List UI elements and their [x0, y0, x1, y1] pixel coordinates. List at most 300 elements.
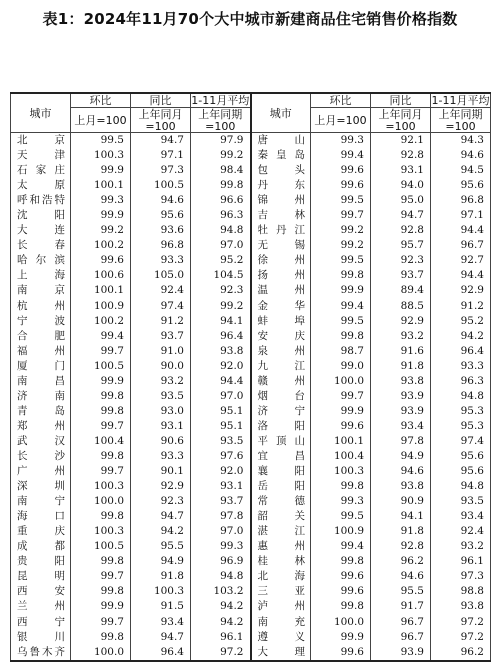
- avg-index-cell: 97.9: [191, 133, 251, 149]
- yoy-index-cell: 96.4: [131, 645, 191, 661]
- yoy-index-cell: 93.2: [131, 374, 191, 389]
- mom-index-cell: 100.5: [71, 359, 131, 374]
- yoy-index-cell: 96.7: [371, 615, 431, 630]
- yoy-index-cell: 91.5: [131, 599, 191, 614]
- avg-index-cell: 94.5: [431, 163, 491, 178]
- mom-index-cell: 99.9: [71, 208, 131, 223]
- avg-index-cell: 95.1: [191, 404, 251, 419]
- table-row: [11, 238, 491, 253]
- table-row: [11, 223, 491, 238]
- yoy-index-cell: 93.6: [131, 223, 191, 238]
- mom-index-cell: 99.7: [311, 389, 371, 404]
- avg-index-cell: 93.5: [431, 494, 491, 509]
- yoy-index-cell: 92.8: [371, 148, 431, 163]
- city-name-cell: 青岛: [11, 404, 71, 419]
- yoy-index-cell: 90.6: [131, 434, 191, 449]
- avg-index-cell: 97.3: [431, 569, 491, 584]
- yoy-index-cell: 91.0: [131, 344, 191, 359]
- mom-index-cell: 99.7: [71, 464, 131, 479]
- table-row: [11, 449, 491, 464]
- table-row: [11, 178, 491, 193]
- mom-index-cell: 99.9: [71, 599, 131, 614]
- yoy-index-cell: 92.1: [371, 133, 431, 149]
- header-mom-base: 上月=100: [311, 108, 371, 133]
- avg-index-cell: 94.3: [431, 133, 491, 149]
- city-name-cell: 岳阳: [251, 479, 311, 494]
- avg-index-cell: 94.4: [191, 374, 251, 389]
- yoy-index-cell: 93.7: [371, 268, 431, 283]
- mom-index-cell: 99.4: [311, 148, 371, 163]
- yoy-index-cell: 93.1: [371, 163, 431, 178]
- mom-index-cell: 100.2: [71, 238, 131, 253]
- mom-index-cell: 99.2: [311, 238, 371, 253]
- yoy-index-cell: 97.1: [131, 148, 191, 163]
- yoy-index-cell: 92.4: [131, 283, 191, 298]
- yoy-index-cell: 94.9: [371, 449, 431, 464]
- avg-index-cell: 97.0: [191, 389, 251, 404]
- city-name-cell: 天津: [11, 148, 71, 163]
- mom-index-cell: 99.9: [311, 283, 371, 298]
- yoy-index-cell: 93.0: [131, 404, 191, 419]
- mom-index-cell: 99.7: [311, 208, 371, 223]
- avg-index-cell: 95.3: [431, 419, 491, 434]
- yoy-index-cell: 88.5: [371, 299, 431, 314]
- city-name-cell: 北京: [11, 133, 71, 149]
- yoy-index-cell: 93.7: [131, 329, 191, 344]
- header-yoy: 同比: [131, 93, 191, 108]
- yoy-index-cell: 91.8: [371, 524, 431, 539]
- avg-index-cell: 92.4: [431, 524, 491, 539]
- mom-index-cell: 100.0: [71, 645, 131, 661]
- avg-index-cell: 92.0: [191, 359, 251, 374]
- yoy-index-cell: 94.7: [131, 630, 191, 645]
- city-name-cell: 韶关: [251, 509, 311, 524]
- avg-index-cell: 97.2: [431, 630, 491, 645]
- yoy-index-cell: 97.3: [131, 163, 191, 178]
- table-row: [11, 208, 491, 223]
- city-name-cell: 北海: [251, 569, 311, 584]
- header-mom: 环比: [71, 93, 131, 108]
- yoy-index-cell: 93.9: [371, 404, 431, 419]
- table-row: [11, 329, 491, 344]
- table-row: [11, 479, 491, 494]
- city-name-cell: 西安: [11, 584, 71, 599]
- mom-index-cell: 99.8: [71, 584, 131, 599]
- yoy-index-cell: 94.7: [131, 509, 191, 524]
- header-city: 城市: [251, 93, 311, 133]
- mom-index-cell: 99.8: [71, 630, 131, 645]
- avg-index-cell: 94.8: [191, 569, 251, 584]
- page-title: 表1：2024年11月70个大中城市新建商品住宅销售价格指数: [42, 10, 458, 28]
- mom-index-cell: 99.8: [311, 268, 371, 283]
- mom-index-cell: 98.7: [311, 344, 371, 359]
- yoy-index-cell: 95.6: [131, 208, 191, 223]
- city-name-cell: 杭州: [11, 299, 71, 314]
- city-name-cell: 吉林: [251, 208, 311, 223]
- city-name-cell: 温州: [251, 283, 311, 298]
- mom-index-cell: 99.8: [71, 389, 131, 404]
- yoy-index-cell: 105.0: [131, 268, 191, 283]
- yoy-index-cell: 94.7: [371, 208, 431, 223]
- mom-index-cell: 99.2: [311, 223, 371, 238]
- city-name-cell: 平顶山: [251, 434, 311, 449]
- yoy-index-cell: 93.9: [371, 389, 431, 404]
- city-name-cell: 昆明: [11, 569, 71, 584]
- yoy-index-cell: 94.9: [131, 554, 191, 569]
- avg-index-cell: 94.4: [431, 223, 491, 238]
- city-name-cell: 洛阳: [251, 419, 311, 434]
- city-name-cell: 金华: [251, 299, 311, 314]
- city-name-cell: 太原: [11, 178, 71, 193]
- table-row: [11, 569, 491, 584]
- mom-index-cell: 99.8: [71, 449, 131, 464]
- yoy-index-cell: 95.7: [371, 238, 431, 253]
- avg-index-cell: 96.6: [191, 193, 251, 208]
- avg-index-cell: 93.5: [191, 434, 251, 449]
- table-row: [11, 344, 491, 359]
- table-row: [11, 163, 491, 178]
- city-name-cell: 广州: [11, 464, 71, 479]
- avg-index-cell: 104.5: [191, 268, 251, 283]
- city-name-cell: 湛江: [251, 524, 311, 539]
- city-name-cell: 唐山: [251, 133, 311, 149]
- avg-index-cell: 93.3: [431, 359, 491, 374]
- city-name-cell: 大连: [11, 223, 71, 238]
- avg-index-cell: 98.4: [191, 163, 251, 178]
- mom-index-cell: 99.7: [71, 344, 131, 359]
- table-row: [11, 539, 491, 554]
- avg-index-cell: 93.2: [431, 539, 491, 554]
- mom-index-cell: 100.3: [71, 479, 131, 494]
- table-row: [11, 133, 491, 149]
- avg-index-cell: 94.6: [431, 148, 491, 163]
- avg-index-cell: 93.1: [191, 479, 251, 494]
- city-name-cell: 南宁: [11, 494, 71, 509]
- avg-index-cell: 95.2: [431, 314, 491, 329]
- mom-index-cell: 99.2: [71, 223, 131, 238]
- yoy-index-cell: 93.8: [371, 479, 431, 494]
- mom-index-cell: 99.8: [311, 479, 371, 494]
- mom-index-cell: 99.4: [311, 299, 371, 314]
- mom-index-cell: 99.7: [71, 419, 131, 434]
- city-name-cell: 重庆: [11, 524, 71, 539]
- mom-index-cell: 99.8: [71, 554, 131, 569]
- city-name-cell: 深圳: [11, 479, 71, 494]
- avg-index-cell: 93.4: [431, 509, 491, 524]
- mom-index-cell: 100.5: [71, 539, 131, 554]
- yoy-index-cell: 94.6: [371, 569, 431, 584]
- table-row: [11, 434, 491, 449]
- yoy-index-cell: 90.1: [131, 464, 191, 479]
- yoy-index-cell: 96.7: [371, 630, 431, 645]
- mom-index-cell: 99.8: [71, 509, 131, 524]
- city-name-cell: 南昌: [11, 374, 71, 389]
- mom-index-cell: 100.3: [71, 524, 131, 539]
- city-name-cell: 桂林: [251, 554, 311, 569]
- avg-index-cell: 94.8: [191, 223, 251, 238]
- avg-index-cell: 92.3: [191, 283, 251, 298]
- city-name-cell: 贵阳: [11, 554, 71, 569]
- avg-index-cell: 97.6: [191, 449, 251, 464]
- city-name-cell: 遵义: [251, 630, 311, 645]
- yoy-index-cell: 95.0: [371, 193, 431, 208]
- mom-index-cell: 99.8: [311, 554, 371, 569]
- city-name-cell: 南京: [11, 283, 71, 298]
- city-name-cell: 大理: [251, 645, 311, 661]
- city-name-cell: 海口: [11, 509, 71, 524]
- city-name-cell: 乌鲁木齐: [11, 645, 71, 661]
- mom-index-cell: 99.5: [311, 253, 371, 268]
- mom-index-cell: 99.6: [311, 163, 371, 178]
- table-header: [11, 93, 491, 133]
- avg-index-cell: 93.8: [191, 344, 251, 359]
- city-name-cell: 惠州: [251, 539, 311, 554]
- mom-index-cell: 99.8: [311, 329, 371, 344]
- yoy-index-cell: 95.5: [371, 584, 431, 599]
- mom-index-cell: 100.1: [311, 434, 371, 449]
- yoy-index-cell: 90.9: [371, 494, 431, 509]
- city-name-cell: 无锡: [251, 238, 311, 253]
- mom-index-cell: 99.0: [311, 359, 371, 374]
- avg-index-cell: 92.7: [431, 253, 491, 268]
- city-name-cell: 济宁: [251, 404, 311, 419]
- table-row: [11, 554, 491, 569]
- city-name-cell: 武汉: [11, 434, 71, 449]
- yoy-index-cell: 91.8: [371, 359, 431, 374]
- city-name-cell: 兰州: [11, 599, 71, 614]
- avg-index-cell: 97.2: [191, 645, 251, 661]
- city-name-cell: 烟台: [251, 389, 311, 404]
- mom-index-cell: 100.1: [71, 283, 131, 298]
- table-row: [11, 494, 491, 509]
- avg-index-cell: 94.4: [431, 268, 491, 283]
- avg-index-cell: 96.4: [191, 329, 251, 344]
- yoy-index-cell: 94.6: [371, 464, 431, 479]
- table-row: [11, 615, 491, 630]
- mom-index-cell: 99.3: [311, 133, 371, 149]
- mom-index-cell: 99.6: [311, 178, 371, 193]
- price-index-table: [10, 92, 491, 662]
- header-yoy: 同比: [371, 93, 431, 108]
- table-row: [11, 645, 491, 661]
- header-mom: 环比: [311, 93, 371, 108]
- yoy-index-cell: 92.3: [131, 494, 191, 509]
- avg-index-cell: 96.9: [191, 554, 251, 569]
- avg-index-cell: 96.3: [431, 374, 491, 389]
- header-avg-base-1: 上年同期: [191, 108, 251, 121]
- city-name-cell: 银川: [11, 630, 71, 645]
- mom-index-cell: 99.6: [311, 419, 371, 434]
- avg-index-cell: 96.1: [191, 630, 251, 645]
- avg-index-cell: 95.3: [431, 404, 491, 419]
- mom-index-cell: 99.5: [311, 314, 371, 329]
- table-row: [11, 584, 491, 599]
- yoy-index-cell: 92.8: [371, 223, 431, 238]
- avg-index-cell: 95.6: [431, 449, 491, 464]
- city-name-cell: 合肥: [11, 329, 71, 344]
- avg-index-cell: 95.2: [191, 253, 251, 268]
- yoy-index-cell: 91.2: [131, 314, 191, 329]
- avg-index-cell: 96.3: [191, 208, 251, 223]
- avg-index-cell: 96.8: [431, 193, 491, 208]
- yoy-index-cell: 94.6: [131, 193, 191, 208]
- yoy-index-cell: 92.9: [131, 479, 191, 494]
- table-row: [11, 359, 491, 374]
- city-name-cell: 哈尔滨: [11, 253, 71, 268]
- avg-index-cell: 97.4: [431, 434, 491, 449]
- yoy-index-cell: 94.1: [371, 509, 431, 524]
- table-row: [11, 404, 491, 419]
- yoy-index-cell: 97.8: [371, 434, 431, 449]
- yoy-index-cell: 91.6: [371, 344, 431, 359]
- yoy-index-cell: 92.9: [371, 314, 431, 329]
- mom-index-cell: 99.3: [311, 494, 371, 509]
- city-name-cell: 郑州: [11, 419, 71, 434]
- header-mom-base: 上月=100: [71, 108, 131, 133]
- yoy-index-cell: 90.0: [131, 359, 191, 374]
- table-row: [11, 253, 491, 268]
- table-row: [11, 193, 491, 208]
- yoy-index-cell: 94.0: [371, 178, 431, 193]
- avg-index-cell: 94.2: [191, 615, 251, 630]
- mom-index-cell: 99.6: [311, 645, 371, 661]
- city-name-cell: 秦皇岛: [251, 148, 311, 163]
- yoy-index-cell: 100.5: [131, 178, 191, 193]
- table-row: [11, 374, 491, 389]
- mom-index-cell: 100.9: [71, 299, 131, 314]
- avg-index-cell: 92.0: [191, 464, 251, 479]
- city-name-cell: 安庆: [251, 329, 311, 344]
- city-name-cell: 呼和浩特: [11, 193, 71, 208]
- city-name-cell: 包头: [251, 163, 311, 178]
- mom-index-cell: 100.3: [311, 464, 371, 479]
- mom-index-cell: 100.3: [71, 148, 131, 163]
- city-name-cell: 福州: [11, 344, 71, 359]
- mom-index-cell: 99.7: [71, 615, 131, 630]
- table-row: [11, 524, 491, 539]
- avg-index-cell: 98.8: [431, 584, 491, 599]
- avg-index-cell: 96.1: [431, 554, 491, 569]
- avg-index-cell: 99.3: [191, 539, 251, 554]
- yoy-index-cell: 96.8: [131, 238, 191, 253]
- yoy-index-cell: 94.7: [131, 133, 191, 149]
- header-yoy-base-2: =100: [371, 120, 431, 133]
- city-name-cell: 襄阳: [251, 464, 311, 479]
- mom-index-cell: 100.4: [71, 434, 131, 449]
- table-body: [11, 133, 491, 661]
- yoy-index-cell: 93.3: [131, 449, 191, 464]
- mom-index-cell: 99.3: [71, 193, 131, 208]
- mom-index-cell: 99.4: [71, 329, 131, 344]
- mom-index-cell: 100.6: [71, 268, 131, 283]
- city-name-cell: 长沙: [11, 449, 71, 464]
- avg-index-cell: 96.4: [431, 344, 491, 359]
- yoy-index-cell: 89.4: [371, 283, 431, 298]
- city-name-cell: 三亚: [251, 584, 311, 599]
- mom-index-cell: 100.9: [311, 524, 371, 539]
- city-name-cell: 牡丹江: [251, 223, 311, 238]
- city-name-cell: 沈阳: [11, 208, 71, 223]
- city-name-cell: 泉州: [251, 344, 311, 359]
- avg-index-cell: 96.7: [431, 238, 491, 253]
- avg-index-cell: 95.6: [431, 464, 491, 479]
- yoy-index-cell: 93.3: [131, 253, 191, 268]
- avg-index-cell: 99.2: [191, 299, 251, 314]
- city-name-cell: 西宁: [11, 615, 71, 630]
- header-yoy-base-1: 上年同月: [371, 108, 431, 121]
- avg-index-cell: 96.2: [431, 645, 491, 661]
- mom-index-cell: 99.6: [311, 584, 371, 599]
- mom-index-cell: 100.4: [311, 449, 371, 464]
- header-avg: 1-11月平均: [431, 94, 490, 107]
- header-avg-base-2: =100: [191, 120, 251, 133]
- table-row: [11, 599, 491, 614]
- avg-index-cell: 94.8: [431, 479, 491, 494]
- avg-index-cell: 97.2: [431, 615, 491, 630]
- mom-index-cell: 99.5: [311, 509, 371, 524]
- city-name-cell: 赣州: [251, 374, 311, 389]
- table-row: [11, 268, 491, 283]
- mom-index-cell: 99.9: [71, 374, 131, 389]
- city-name-cell: 厦门: [11, 359, 71, 374]
- yoy-index-cell: 93.4: [371, 419, 431, 434]
- avg-index-cell: 95.1: [191, 419, 251, 434]
- header-avg-base-1: 上年同期: [431, 108, 491, 121]
- avg-index-cell: 97.0: [191, 238, 251, 253]
- city-name-cell: 宁波: [11, 314, 71, 329]
- yoy-index-cell: 95.5: [131, 539, 191, 554]
- yoy-index-cell: 100.3: [131, 584, 191, 599]
- avg-index-cell: 97.8: [191, 509, 251, 524]
- mom-index-cell: 100.0: [311, 615, 371, 630]
- mom-index-cell: 99.5: [71, 133, 131, 149]
- avg-index-cell: 97.1: [431, 208, 491, 223]
- avg-index-cell: 93.7: [191, 494, 251, 509]
- city-name-cell: 长春: [11, 238, 71, 253]
- header-avg: 1-11月平均: [191, 94, 250, 107]
- table-row: [11, 419, 491, 434]
- mom-index-cell: 99.6: [71, 253, 131, 268]
- header-yoy-base-2: =100: [131, 120, 191, 133]
- yoy-index-cell: 93.1: [131, 419, 191, 434]
- city-name-cell: 丹东: [251, 178, 311, 193]
- header-yoy-base-1: 上年同月: [131, 108, 191, 121]
- header-city: 城市: [11, 93, 71, 133]
- mom-index-cell: 99.4: [311, 539, 371, 554]
- table-row: [11, 314, 491, 329]
- table-row: [11, 148, 491, 163]
- city-name-cell: 上海: [11, 268, 71, 283]
- mom-index-cell: 99.9: [311, 630, 371, 645]
- avg-index-cell: 99.2: [191, 148, 251, 163]
- yoy-index-cell: 96.2: [371, 554, 431, 569]
- city-name-cell: 济南: [11, 389, 71, 404]
- header-avg-base-2: =100: [431, 120, 491, 133]
- mom-index-cell: 99.8: [311, 599, 371, 614]
- yoy-index-cell: 93.9: [371, 645, 431, 661]
- yoy-index-cell: 91.8: [131, 569, 191, 584]
- mom-index-cell: 100.2: [71, 314, 131, 329]
- yoy-index-cell: 92.8: [371, 539, 431, 554]
- avg-index-cell: 91.2: [431, 299, 491, 314]
- table-row: [11, 299, 491, 314]
- avg-index-cell: 99.8: [191, 178, 251, 193]
- avg-index-cell: 94.2: [191, 599, 251, 614]
- table-row: [11, 630, 491, 645]
- yoy-index-cell: 94.2: [131, 524, 191, 539]
- mom-index-cell: 99.6: [311, 569, 371, 584]
- mom-index-cell: 99.9: [311, 404, 371, 419]
